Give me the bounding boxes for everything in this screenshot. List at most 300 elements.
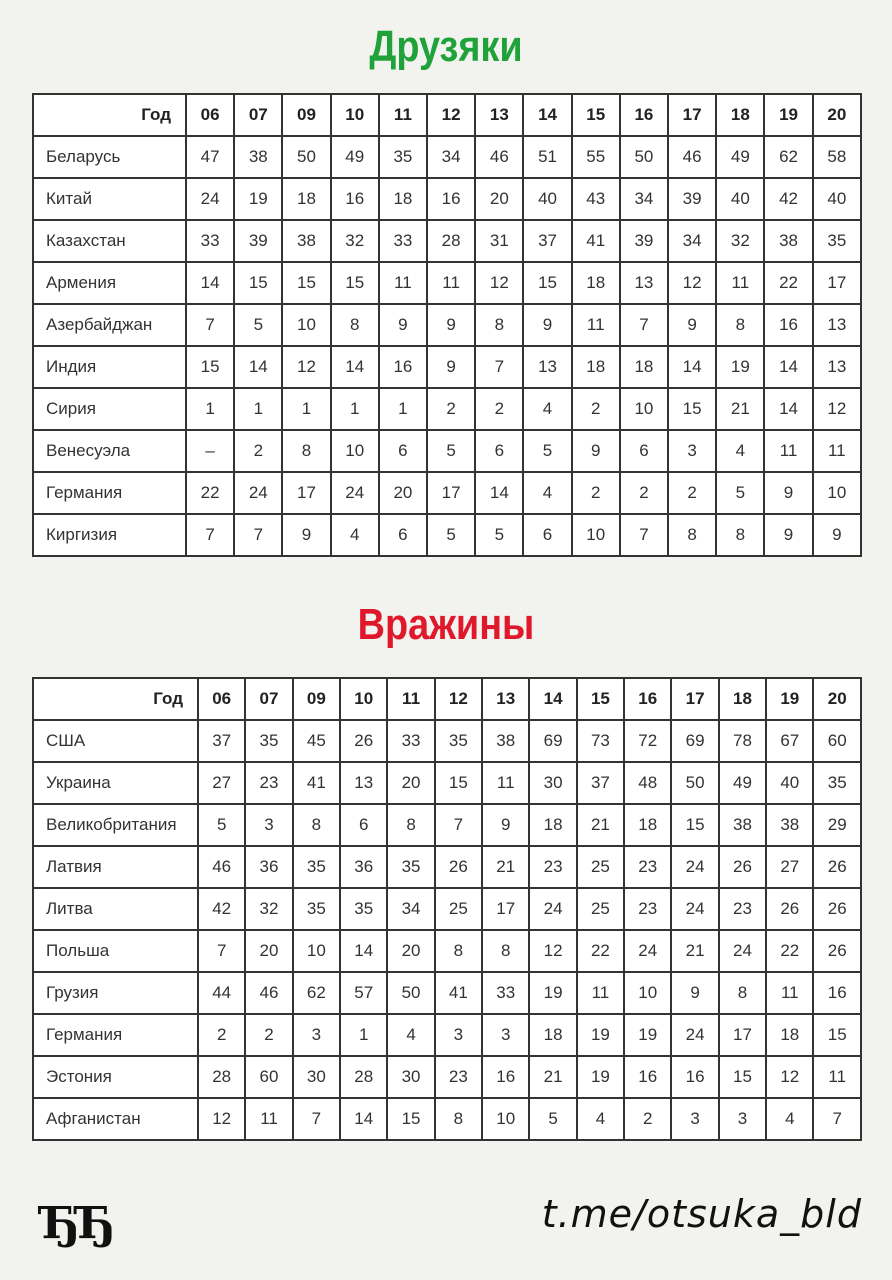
value-cell: 3 xyxy=(482,1014,529,1056)
value-cell: 16 xyxy=(331,178,379,220)
value-cell: 14 xyxy=(764,388,812,430)
value-cell: 4 xyxy=(387,1014,434,1056)
value-cell: 15 xyxy=(813,1014,861,1056)
value-cell: 2 xyxy=(427,388,475,430)
value-cell: 22 xyxy=(764,262,812,304)
value-cell: 60 xyxy=(813,720,861,762)
value-cell: 1 xyxy=(379,388,427,430)
value-cell: 24 xyxy=(186,178,234,220)
value-cell: 12 xyxy=(198,1098,245,1140)
value-cell: 13 xyxy=(340,762,387,804)
country-name: Германия xyxy=(33,472,186,514)
value-cell: 38 xyxy=(766,804,813,846)
value-cell: 6 xyxy=(340,804,387,846)
value-cell: 49 xyxy=(331,136,379,178)
value-cell: 15 xyxy=(186,346,234,388)
value-cell: 29 xyxy=(813,804,861,846)
value-cell: 2 xyxy=(572,472,620,514)
value-cell: 14 xyxy=(340,1098,387,1140)
table-row xyxy=(33,846,861,888)
value-cell: 18 xyxy=(620,346,668,388)
year-header: 10 xyxy=(340,678,387,720)
value-cell: 40 xyxy=(716,178,764,220)
value-cell: 3 xyxy=(245,804,292,846)
value-cell: 20 xyxy=(475,178,523,220)
country-name: Великобритания xyxy=(33,804,198,846)
friends-title: Друзяки xyxy=(369,22,523,71)
value-cell: 7 xyxy=(198,930,245,972)
value-cell: 41 xyxy=(435,972,482,1014)
value-cell: 15 xyxy=(671,804,718,846)
country-name: Украина xyxy=(33,762,198,804)
country-name: Индия xyxy=(33,346,186,388)
value-cell: 17 xyxy=(719,1014,766,1056)
value-cell: 11 xyxy=(482,762,529,804)
value-cell: 16 xyxy=(427,178,475,220)
value-cell: 37 xyxy=(577,762,624,804)
value-cell: 22 xyxy=(766,930,813,972)
value-cell: 8 xyxy=(716,304,764,346)
value-cell: 4 xyxy=(523,472,571,514)
country-name: Литва xyxy=(33,888,198,930)
value-cell: 3 xyxy=(293,1014,340,1056)
value-cell: 13 xyxy=(813,346,861,388)
value-cell: 3 xyxy=(719,1098,766,1140)
value-cell: 39 xyxy=(234,220,282,262)
value-cell: 28 xyxy=(427,220,475,262)
value-cell: 15 xyxy=(668,388,716,430)
value-cell: 55 xyxy=(572,136,620,178)
year-header: 14 xyxy=(529,678,576,720)
value-cell: 24 xyxy=(671,1014,718,1056)
value-cell: 47 xyxy=(186,136,234,178)
value-cell: 9 xyxy=(427,304,475,346)
country-name: Эстония xyxy=(33,1056,198,1098)
table-row xyxy=(33,178,861,220)
value-cell: 50 xyxy=(620,136,668,178)
table-row xyxy=(33,804,861,846)
value-cell: 18 xyxy=(379,178,427,220)
value-cell: 23 xyxy=(435,1056,482,1098)
value-cell: 18 xyxy=(766,1014,813,1056)
value-cell: 25 xyxy=(435,888,482,930)
year-header: 20 xyxy=(813,678,861,720)
value-cell: 19 xyxy=(716,346,764,388)
value-cell: 3 xyxy=(671,1098,718,1140)
table-row xyxy=(33,304,861,346)
value-cell: 22 xyxy=(186,472,234,514)
value-cell: 35 xyxy=(340,888,387,930)
value-cell: 5 xyxy=(198,804,245,846)
value-cell: 46 xyxy=(245,972,292,1014)
value-cell: 9 xyxy=(282,514,330,556)
country-name: Сирия xyxy=(33,388,186,430)
table-row xyxy=(33,472,861,514)
value-cell: 18 xyxy=(624,804,671,846)
value-cell: 20 xyxy=(245,930,292,972)
value-cell: 30 xyxy=(387,1056,434,1098)
country-name: Венесуэла xyxy=(33,430,186,472)
value-cell: 9 xyxy=(482,804,529,846)
value-cell: 21 xyxy=(529,1056,576,1098)
value-cell: 35 xyxy=(379,136,427,178)
value-cell: 23 xyxy=(624,846,671,888)
value-cell: 9 xyxy=(668,304,716,346)
value-cell: 69 xyxy=(671,720,718,762)
value-cell: 15 xyxy=(523,262,571,304)
value-cell: 9 xyxy=(379,304,427,346)
value-cell: 19 xyxy=(577,1056,624,1098)
value-cell: 42 xyxy=(764,178,812,220)
country-name: Азербайджан xyxy=(33,304,186,346)
value-cell: 62 xyxy=(764,136,812,178)
value-cell: 5 xyxy=(427,430,475,472)
value-cell: 13 xyxy=(620,262,668,304)
value-cell: 23 xyxy=(624,888,671,930)
value-cell: 38 xyxy=(764,220,812,262)
table-row xyxy=(33,762,861,804)
value-cell: 18 xyxy=(572,346,620,388)
value-cell: 33 xyxy=(379,220,427,262)
value-cell: 2 xyxy=(572,388,620,430)
table-row xyxy=(33,220,861,262)
value-cell: 24 xyxy=(719,930,766,972)
value-cell: 43 xyxy=(572,178,620,220)
value-cell: 10 xyxy=(293,930,340,972)
year-header: 11 xyxy=(379,94,427,136)
value-cell: 23 xyxy=(245,762,292,804)
year-header: 07 xyxy=(234,94,282,136)
value-cell: 5 xyxy=(234,304,282,346)
value-cell: 34 xyxy=(668,220,716,262)
value-cell: 14 xyxy=(764,346,812,388)
country-name: Латвия xyxy=(33,846,198,888)
value-cell: 33 xyxy=(186,220,234,262)
value-cell: 4 xyxy=(523,388,571,430)
value-cell: 11 xyxy=(764,430,812,472)
value-cell: 9 xyxy=(813,514,861,556)
value-cell: 4 xyxy=(766,1098,813,1140)
year-header: 16 xyxy=(620,94,668,136)
value-cell: 73 xyxy=(577,720,624,762)
country-name: Китай xyxy=(33,178,186,220)
table-row xyxy=(33,388,861,430)
value-cell: 15 xyxy=(331,262,379,304)
value-cell: 40 xyxy=(813,178,861,220)
value-cell: 36 xyxy=(340,846,387,888)
value-cell: 7 xyxy=(475,346,523,388)
table-header-row xyxy=(33,678,861,720)
value-cell: 21 xyxy=(482,846,529,888)
value-cell: 22 xyxy=(577,930,624,972)
value-cell: 2 xyxy=(668,472,716,514)
value-cell: 26 xyxy=(340,720,387,762)
year-header: 15 xyxy=(572,94,620,136)
value-cell: 17 xyxy=(282,472,330,514)
value-cell: 8 xyxy=(435,1098,482,1140)
value-cell: 16 xyxy=(482,1056,529,1098)
value-cell: 7 xyxy=(293,1098,340,1140)
value-cell: 49 xyxy=(719,762,766,804)
value-cell: 9 xyxy=(764,514,812,556)
value-cell: 24 xyxy=(234,472,282,514)
value-cell: 15 xyxy=(387,1098,434,1140)
value-cell: 8 xyxy=(716,514,764,556)
year-header: 09 xyxy=(293,678,340,720)
value-cell: 17 xyxy=(427,472,475,514)
value-cell: 19 xyxy=(529,972,576,1014)
value-cell: 25 xyxy=(577,846,624,888)
country-name: Грузия xyxy=(33,972,198,1014)
country-name: Киргизия xyxy=(33,514,186,556)
value-cell: 1 xyxy=(331,388,379,430)
value-cell: 24 xyxy=(671,888,718,930)
year-header: 16 xyxy=(624,678,671,720)
year-header: 12 xyxy=(427,94,475,136)
value-cell: 12 xyxy=(766,1056,813,1098)
value-cell: 5 xyxy=(523,430,571,472)
value-cell: 35 xyxy=(293,888,340,930)
value-cell: 11 xyxy=(379,262,427,304)
value-cell: 14 xyxy=(668,346,716,388)
table-row xyxy=(33,720,861,762)
value-cell: 2 xyxy=(475,388,523,430)
year-label: Год xyxy=(33,94,186,136)
year-header: 19 xyxy=(764,94,812,136)
value-cell: 6 xyxy=(620,430,668,472)
country-name: Польша xyxy=(33,930,198,972)
value-cell: 8 xyxy=(331,304,379,346)
value-cell: 26 xyxy=(813,930,861,972)
value-cell: 40 xyxy=(523,178,571,220)
year-header: 17 xyxy=(671,678,718,720)
table-row xyxy=(33,136,861,178)
value-cell: 39 xyxy=(668,178,716,220)
value-cell: 10 xyxy=(813,472,861,514)
value-cell: 4 xyxy=(577,1098,624,1140)
value-cell: 26 xyxy=(813,888,861,930)
value-cell: 18 xyxy=(282,178,330,220)
value-cell: 11 xyxy=(813,1056,861,1098)
value-cell: 21 xyxy=(716,388,764,430)
value-cell: 36 xyxy=(245,846,292,888)
value-cell: 12 xyxy=(668,262,716,304)
value-cell: 19 xyxy=(577,1014,624,1056)
value-cell: 8 xyxy=(668,514,716,556)
value-cell: 12 xyxy=(529,930,576,972)
value-cell: 18 xyxy=(529,1014,576,1056)
value-cell: 20 xyxy=(387,930,434,972)
value-cell: 57 xyxy=(340,972,387,1014)
value-cell: 19 xyxy=(624,1014,671,1056)
value-cell: 1 xyxy=(282,388,330,430)
table-row xyxy=(33,1014,861,1056)
value-cell: 14 xyxy=(340,930,387,972)
country-name: США xyxy=(33,720,198,762)
value-cell: 49 xyxy=(716,136,764,178)
value-cell: 18 xyxy=(529,804,576,846)
channel-logo: ЂЂ xyxy=(40,1198,112,1249)
value-cell: 62 xyxy=(293,972,340,1014)
value-cell: 17 xyxy=(482,888,529,930)
year-header: 06 xyxy=(198,678,245,720)
value-cell: 38 xyxy=(719,804,766,846)
year-header: 20 xyxy=(813,94,861,136)
value-cell: 78 xyxy=(719,720,766,762)
value-cell: 20 xyxy=(387,762,434,804)
value-cell: 10 xyxy=(482,1098,529,1140)
value-cell: 46 xyxy=(198,846,245,888)
value-cell: 38 xyxy=(282,220,330,262)
value-cell: 38 xyxy=(482,720,529,762)
value-cell: 6 xyxy=(379,430,427,472)
country-name: Армения xyxy=(33,262,186,304)
value-cell: 35 xyxy=(813,220,861,262)
value-cell: 24 xyxy=(671,846,718,888)
country-name: Германия xyxy=(33,1014,198,1056)
value-cell: 10 xyxy=(620,388,668,430)
friends-table xyxy=(32,93,862,557)
value-cell: 25 xyxy=(577,888,624,930)
year-header: 06 xyxy=(186,94,234,136)
value-cell: 48 xyxy=(624,762,671,804)
value-cell: 11 xyxy=(245,1098,292,1140)
value-cell: 6 xyxy=(475,430,523,472)
value-cell: 10 xyxy=(572,514,620,556)
value-cell: 5 xyxy=(529,1098,576,1140)
year-header: 07 xyxy=(245,678,292,720)
value-cell: 50 xyxy=(387,972,434,1014)
value-cell: 9 xyxy=(523,304,571,346)
value-cell: 5 xyxy=(475,514,523,556)
value-cell: 14 xyxy=(186,262,234,304)
year-label: Год xyxy=(33,678,198,720)
value-cell: 11 xyxy=(572,304,620,346)
value-cell: 58 xyxy=(813,136,861,178)
year-header: 15 xyxy=(577,678,624,720)
value-cell: 5 xyxy=(427,514,475,556)
value-cell: 24 xyxy=(331,472,379,514)
value-cell: 8 xyxy=(475,304,523,346)
value-cell: 35 xyxy=(435,720,482,762)
foes-table xyxy=(32,677,862,1141)
value-cell: 16 xyxy=(379,346,427,388)
value-cell: 16 xyxy=(671,1056,718,1098)
value-cell: 32 xyxy=(716,220,764,262)
channel-handle: t.me/otsuka_bld xyxy=(541,1192,862,1236)
value-cell: 31 xyxy=(475,220,523,262)
year-header: 13 xyxy=(475,94,523,136)
value-cell: 8 xyxy=(719,972,766,1014)
value-cell: 34 xyxy=(387,888,434,930)
value-cell: 32 xyxy=(245,888,292,930)
value-cell: – xyxy=(186,430,234,472)
country-name: Беларусь xyxy=(33,136,186,178)
value-cell: 9 xyxy=(764,472,812,514)
value-cell: 1 xyxy=(186,388,234,430)
value-cell: 6 xyxy=(379,514,427,556)
year-header: 19 xyxy=(766,678,813,720)
value-cell: 51 xyxy=(523,136,571,178)
country-name: Афганистан xyxy=(33,1098,198,1140)
value-cell: 2 xyxy=(234,430,282,472)
value-cell: 13 xyxy=(813,304,861,346)
foes-title: Вражины xyxy=(357,600,535,649)
value-cell: 30 xyxy=(293,1056,340,1098)
value-cell: 28 xyxy=(198,1056,245,1098)
value-cell: 13 xyxy=(523,346,571,388)
value-cell: 69 xyxy=(529,720,576,762)
table-row xyxy=(33,514,861,556)
year-header: 09 xyxy=(282,94,330,136)
value-cell: 7 xyxy=(620,514,668,556)
value-cell: 2 xyxy=(624,1098,671,1140)
value-cell: 41 xyxy=(572,220,620,262)
value-cell: 67 xyxy=(766,720,813,762)
value-cell: 11 xyxy=(577,972,624,1014)
table-row xyxy=(33,262,861,304)
value-cell: 27 xyxy=(198,762,245,804)
value-cell: 26 xyxy=(435,846,482,888)
value-cell: 72 xyxy=(624,720,671,762)
value-cell: 50 xyxy=(282,136,330,178)
value-cell: 26 xyxy=(719,846,766,888)
value-cell: 15 xyxy=(435,762,482,804)
value-cell: 16 xyxy=(624,1056,671,1098)
year-header: 17 xyxy=(668,94,716,136)
value-cell: 35 xyxy=(245,720,292,762)
year-header: 11 xyxy=(387,678,434,720)
value-cell: 11 xyxy=(813,430,861,472)
value-cell: 1 xyxy=(234,388,282,430)
value-cell: 38 xyxy=(234,136,282,178)
value-cell: 9 xyxy=(427,346,475,388)
value-cell: 17 xyxy=(813,262,861,304)
value-cell: 11 xyxy=(716,262,764,304)
value-cell: 3 xyxy=(435,1014,482,1056)
value-cell: 24 xyxy=(529,888,576,930)
value-cell: 32 xyxy=(331,220,379,262)
value-cell: 14 xyxy=(475,472,523,514)
value-cell: 14 xyxy=(234,346,282,388)
value-cell: 15 xyxy=(234,262,282,304)
country-name: Казахстан xyxy=(33,220,186,262)
value-cell: 10 xyxy=(331,430,379,472)
value-cell: 40 xyxy=(766,762,813,804)
value-cell: 8 xyxy=(387,804,434,846)
value-cell: 9 xyxy=(572,430,620,472)
value-cell: 23 xyxy=(529,846,576,888)
table-row xyxy=(33,930,861,972)
value-cell: 46 xyxy=(475,136,523,178)
value-cell: 21 xyxy=(577,804,624,846)
value-cell: 33 xyxy=(387,720,434,762)
value-cell: 5 xyxy=(716,472,764,514)
value-cell: 28 xyxy=(340,1056,387,1098)
year-header: 13 xyxy=(482,678,529,720)
value-cell: 4 xyxy=(331,514,379,556)
value-cell: 12 xyxy=(475,262,523,304)
value-cell: 9 xyxy=(671,972,718,1014)
value-cell: 3 xyxy=(668,430,716,472)
value-cell: 44 xyxy=(198,972,245,1014)
year-header: 18 xyxy=(716,94,764,136)
value-cell: 7 xyxy=(435,804,482,846)
value-cell: 8 xyxy=(435,930,482,972)
value-cell: 34 xyxy=(620,178,668,220)
year-header: 12 xyxy=(435,678,482,720)
value-cell: 24 xyxy=(624,930,671,972)
